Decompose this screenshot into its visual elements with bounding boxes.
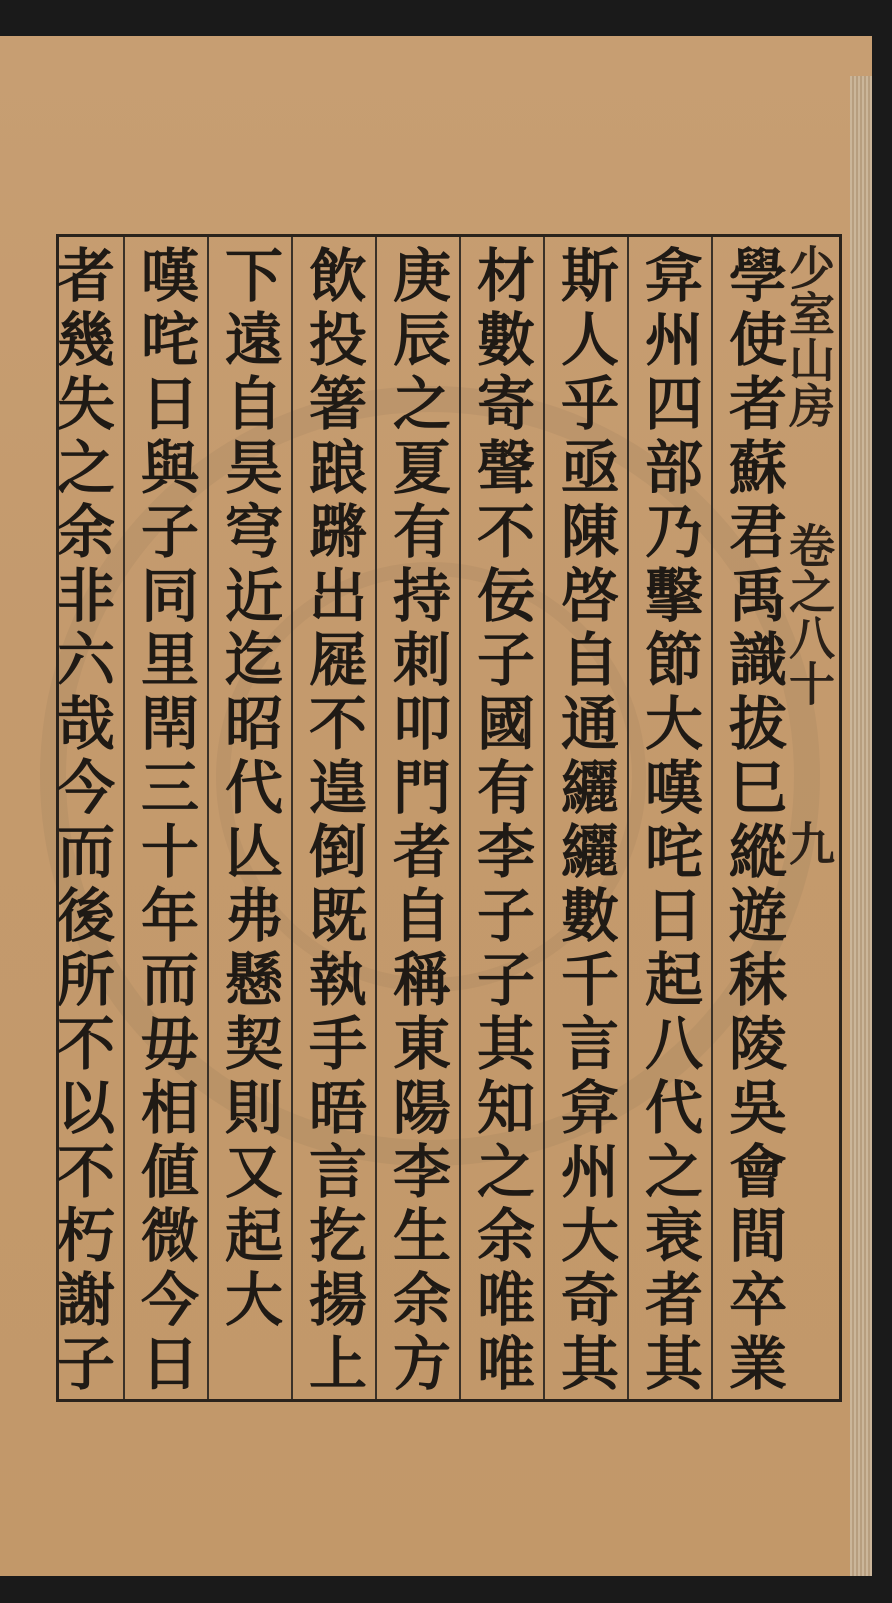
margin-volume: 卷之八十 (782, 522, 836, 706)
margin-column (782, 234, 842, 1402)
text-column-1: 學使者蘇君禹識拔巳縱遊秣陵吳會間卒業 (711, 237, 795, 1399)
text-column-3: 斯人乎亟陳啓自通纚纚數千言弇州大奇其 (543, 237, 627, 1399)
text-column-4: 材數寄聲不佞子國有李子子其知之余唯唯 (459, 237, 543, 1399)
margin-folio: 九 (782, 820, 836, 866)
text-frame (47, 234, 842, 1402)
text-column-5: 庚辰之夏有持刺叩門者自稱東陽李生余方 (375, 237, 459, 1399)
text-column-8: 嘆咤日與子同里閈三十年而毋相値微今日 (123, 237, 207, 1399)
page-edge (850, 76, 872, 1576)
text-column-2: 弇州四部乃擊節大嘆咤日起八代之衰者其 (627, 237, 711, 1399)
text-column-6: 飲投箸踉蹡出屣不遑倒既執手晤言扢揚上 (291, 237, 375, 1399)
text-column-7: 下遠自昊穹近迄昭代亾弗懸契則又起大 (207, 237, 291, 1399)
text-column-9: 者幾失之余非六哉今而後所不以不朽謝子 (47, 245, 115, 1397)
margin-title: 少室山房 (782, 244, 836, 428)
